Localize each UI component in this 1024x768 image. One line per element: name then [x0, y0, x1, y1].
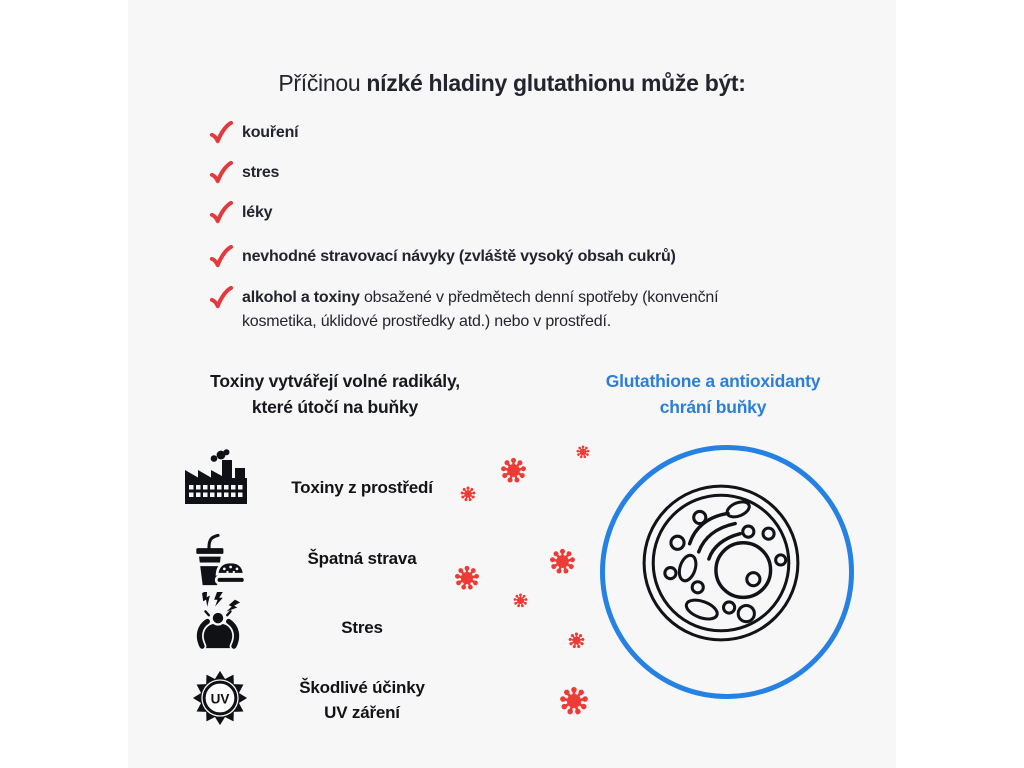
list-item-text: stres — [242, 164, 280, 181]
check-icon — [208, 161, 234, 184]
free-radical-icon — [513, 593, 528, 608]
left-heading-line1: Toxiny vytvářejí volné radikály, — [210, 371, 460, 391]
uv-icon-text: UV — [210, 691, 230, 707]
row-label-line1: Škodlivé účinky — [299, 678, 425, 697]
left-heading-line2: které útočí na buňky — [251, 396, 419, 417]
row-label-line2: UV záření — [324, 703, 400, 722]
free-radical-icon — [460, 486, 476, 502]
free-radical-icon — [568, 632, 585, 649]
right-heading-line1: Glutathione a antioxidanty — [605, 371, 821, 391]
left-column-heading — [168, 369, 502, 420]
right-column-heading — [578, 369, 848, 420]
list-item — [208, 201, 720, 225]
list-item — [208, 161, 720, 185]
list-item-text: léky — [242, 204, 273, 221]
list-item — [208, 286, 720, 334]
fast-food-icon — [190, 528, 246, 588]
free-radical-icon — [576, 445, 590, 459]
check-icon — [208, 201, 234, 224]
check-icon — [208, 245, 234, 268]
free-radical-icon — [500, 457, 527, 484]
uv-sun-icon — [192, 670, 248, 726]
list-item — [208, 245, 720, 269]
cell-icon — [635, 477, 807, 649]
list-item-text: nevhodné stravovací návyky (zvláště vysoký obsah cukrů) — [242, 248, 676, 265]
row-label — [262, 675, 462, 725]
check-icon — [208, 286, 234, 309]
page-title — [128, 70, 896, 97]
check-icon — [208, 121, 234, 144]
free-radical-icon — [559, 686, 589, 716]
stressed-person-icon — [190, 592, 246, 650]
protective-ring-icon — [600, 445, 854, 699]
factory-icon — [183, 447, 249, 505]
free-radical-icon — [454, 565, 480, 591]
title-regular: Příčinou — [278, 70, 361, 96]
content-panel — [128, 0, 896, 768]
list-item — [208, 121, 720, 145]
title-bold: nízké hladiny glutathionu může být: — [366, 70, 746, 96]
row-label: Špatná strava — [307, 549, 417, 568]
list-item-text: kouření — [242, 124, 299, 141]
right-heading-line2: chrání buňky — [659, 396, 767, 417]
list-item-text: alkohol a toxiny obsažené v předmětech denní spotřeby (konvenční kosmetika, úklidové prostředky atd.) nebo v prostředí. — [242, 289, 719, 330]
free-radical-icon — [549, 548, 576, 575]
row-label: Stres — [341, 618, 383, 637]
row-label: Toxiny z prostředí — [291, 478, 433, 497]
